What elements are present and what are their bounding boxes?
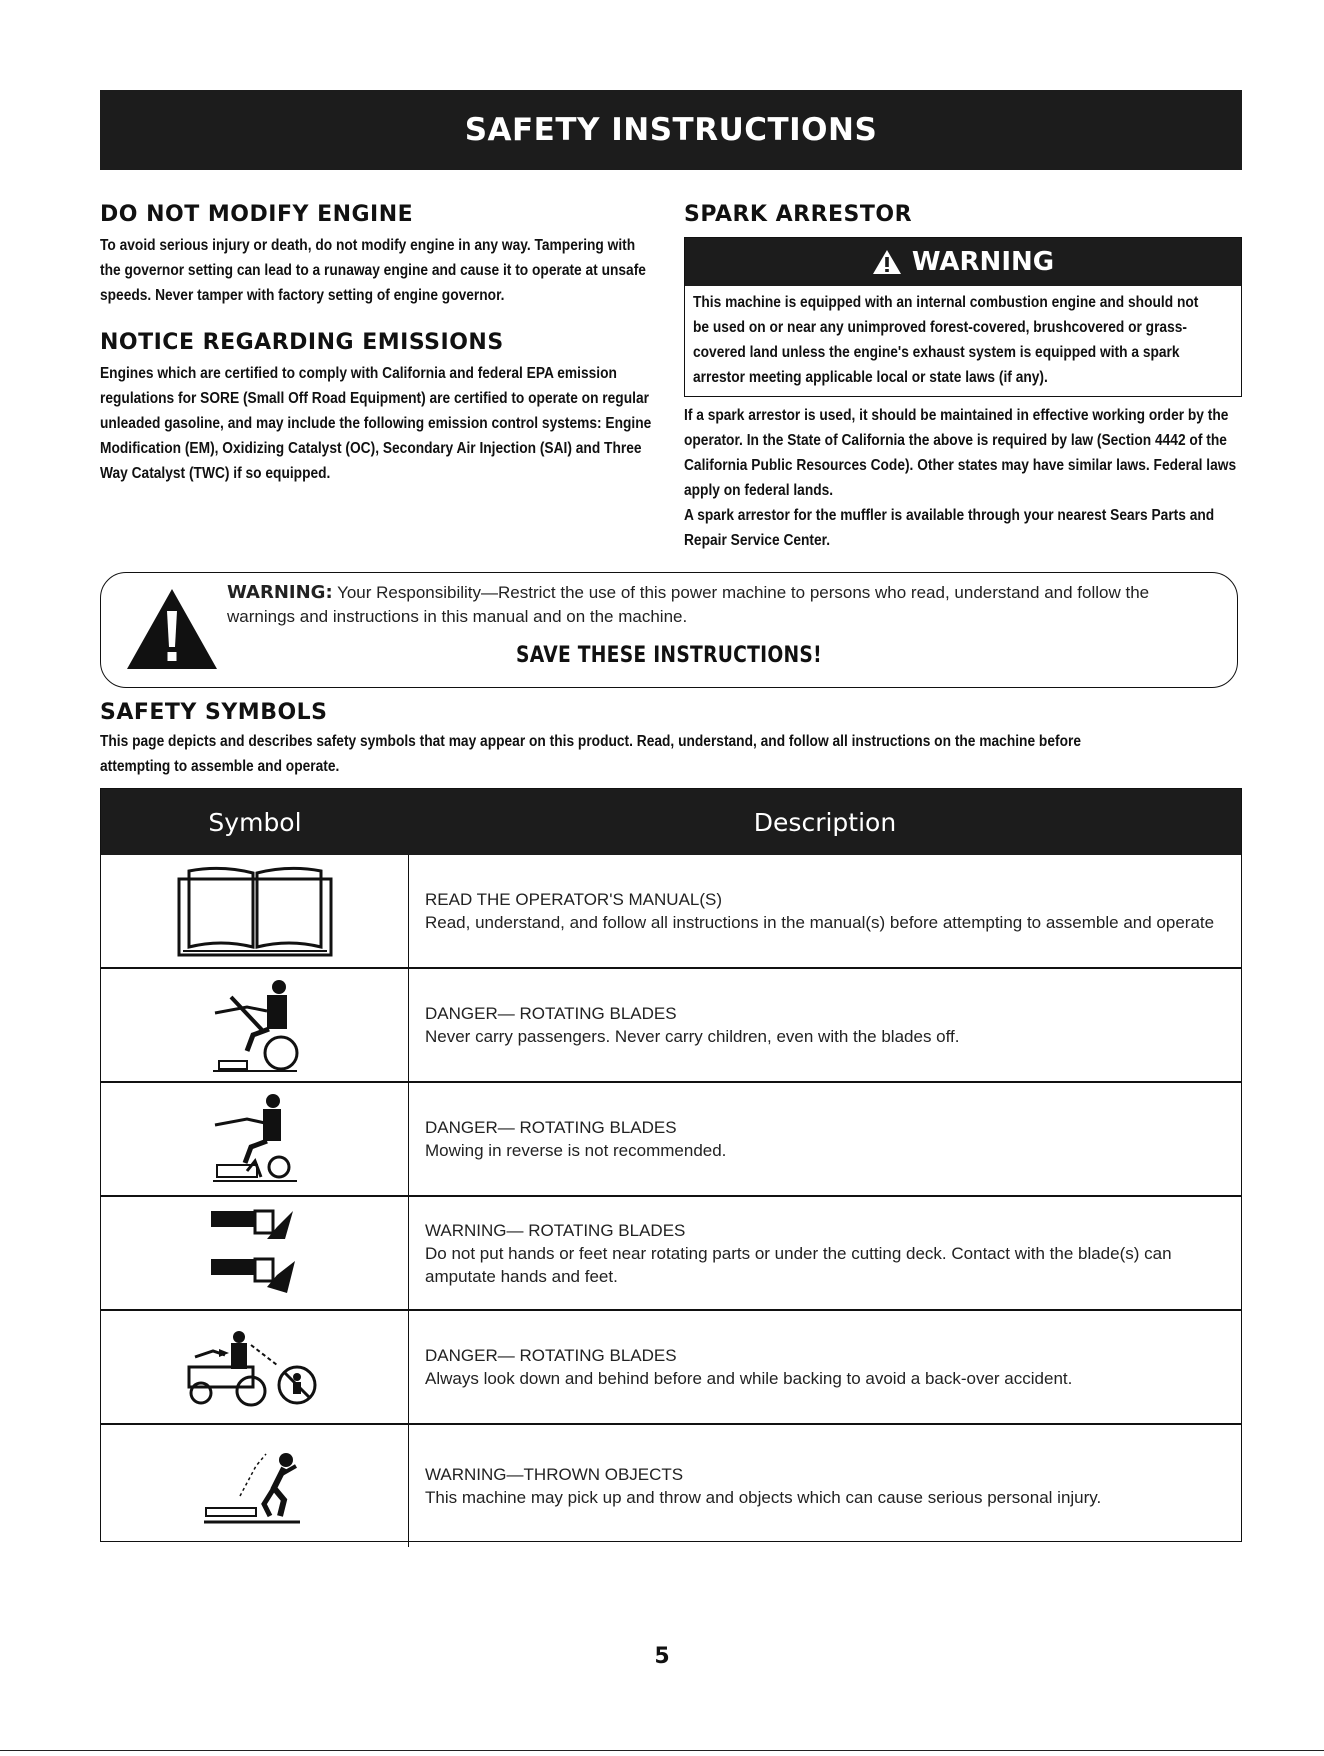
description-column-header: Description	[753, 807, 897, 837]
no-passengers-icon	[207, 977, 303, 1073]
symbol-description: Always look down and behind before and while backing to avoid a back-over accident.	[425, 1369, 1073, 1388]
symbol-cell	[101, 1083, 409, 1195]
symbol-title: DANGER— ROTATING BLADES	[425, 1118, 677, 1137]
spark-arrestor-availability: A spark arrestor for the muffler is available through your nearest Sears Parts and Repair Service Center.	[684, 507, 1215, 549]
spark-arrestor-text: If a spark arrestor is used, it should be maintained in effective working order by the operator. In the State of California the above is required by law (Section 4442 of the California Public Resources Code). Other states may have similar laws. Federal laws apply on federal lands.	[684, 407, 1237, 499]
symbol-column-header: Symbol	[208, 807, 302, 837]
symbol-cell	[101, 1311, 409, 1423]
emissions-text: Engines which are certified to comply with California and federal EPA emission regulations for SORE (Small Off Road Equipment) are certified to operate on regular unleaded gasoline, and may include the following emission control systems: Engine Modification (EM), Oxidizing Catalyst (OC), Secondary Air Injection (SAI) and Three Way Catalyst (TWC) if so equipped.	[100, 365, 652, 482]
spark-arrestor-heading: SPARK ARRESTOR	[684, 202, 913, 227]
spark-warning-box	[684, 237, 1242, 397]
operators-manual-icon	[177, 865, 333, 957]
modify-engine-text: To avoid serious injury or death, do not modify engine in any way. Tampering with the governor setting can lead to a runaway engine and cause it to operate at unsafe speeds. Never tamper with factory setting of engine governor.	[100, 237, 646, 304]
no-reverse-mowing-icon	[207, 1091, 303, 1187]
table-row	[101, 1197, 1241, 1311]
left-column	[100, 202, 660, 486]
hand-foot-blade-icon	[207, 1205, 303, 1301]
table-row	[101, 855, 1241, 969]
symbol-cell	[101, 1425, 409, 1547]
safety-symbols-section	[100, 700, 1242, 779]
symbol-description: This machine may pick up and throw and objects which can cause serious personal injury.	[425, 1488, 1102, 1507]
emissions-heading: NOTICE REGARDING EMISSIONS	[100, 330, 504, 355]
safety-symbols-heading: SAFETY SYMBOLS	[100, 700, 328, 725]
page-number: 5	[654, 1644, 670, 1669]
symbol-title: WARNING—THROWN OBJECTS	[425, 1465, 684, 1484]
thrown-objects-icon	[200, 1446, 310, 1526]
save-instructions-text: SAVE THESE INSTRUCTIONS!	[516, 643, 822, 668]
symbol-cell	[101, 855, 409, 967]
responsibility-warning-box	[100, 572, 1238, 688]
table-row	[101, 1083, 1241, 1197]
modify-engine-heading: DO NOT MODIFY ENGINE	[100, 202, 414, 227]
symbol-title: DANGER— ROTATING BLADES	[425, 1346, 677, 1365]
symbol-description: Do not put hands or feet near rotating parts or under the cutting deck. Contact with the blade(s) can amputate hands and feet.	[425, 1243, 1172, 1286]
look-behind-backing-icon	[185, 1327, 325, 1407]
page-banner	[100, 90, 1242, 170]
responsibility-label: WARNING:	[227, 582, 333, 603]
symbol-title: READ THE OPERATOR'S MANUAL(S)	[425, 890, 723, 909]
table-row	[101, 1425, 1241, 1547]
symbol-cell	[101, 1197, 409, 1309]
safety-symbols-intro: This page depicts and describes safety symbols that may appear on this product. Read, understand, and follow all instructions on the machine before attempting to assemble and operate.	[100, 733, 1081, 775]
symbol-cell	[101, 969, 409, 1081]
table-row	[101, 1311, 1241, 1425]
table-row	[101, 969, 1241, 1083]
symbol-title: WARNING— ROTATING BLADES	[425, 1220, 686, 1240]
right-column	[684, 202, 1242, 553]
symbol-title: DANGER— ROTATING BLADES	[425, 1004, 677, 1023]
symbol-description: Never carry passengers. Never carry children, even with the blades off.	[425, 1027, 960, 1046]
spark-warning-text: This machine is equipped with an internal combustion engine and should not be used on or near any unimproved forest-covered, brushcovered or grass-covered land unless the engine's exhaust system is equipped with a spark arrestor meeting applicable local or state laws (if any).	[693, 294, 1199, 386]
symbol-description: Read, understand, and follow all instructions in the manual(s) before attempting to assemble and operate	[425, 913, 1215, 932]
warning-triangle-icon	[872, 249, 902, 275]
banner-title: SAFETY INSTRUCTIONS	[464, 112, 878, 148]
bottom-divider	[0, 1750, 1324, 1751]
spark-warning-header	[685, 238, 1241, 286]
safety-symbols-table	[100, 788, 1242, 1542]
responsibility-text: Your Responsibility—Restrict the use of this power machine to persons who read, understand and follow the warnings and instructions in this manual and on the machine.	[227, 583, 1150, 626]
symbol-description: Mowing in reverse is not recommended.	[425, 1141, 727, 1160]
table-header	[101, 789, 1241, 855]
responsibility-text-block	[227, 581, 1217, 629]
spark-warning-title: WARNING	[911, 247, 1055, 277]
